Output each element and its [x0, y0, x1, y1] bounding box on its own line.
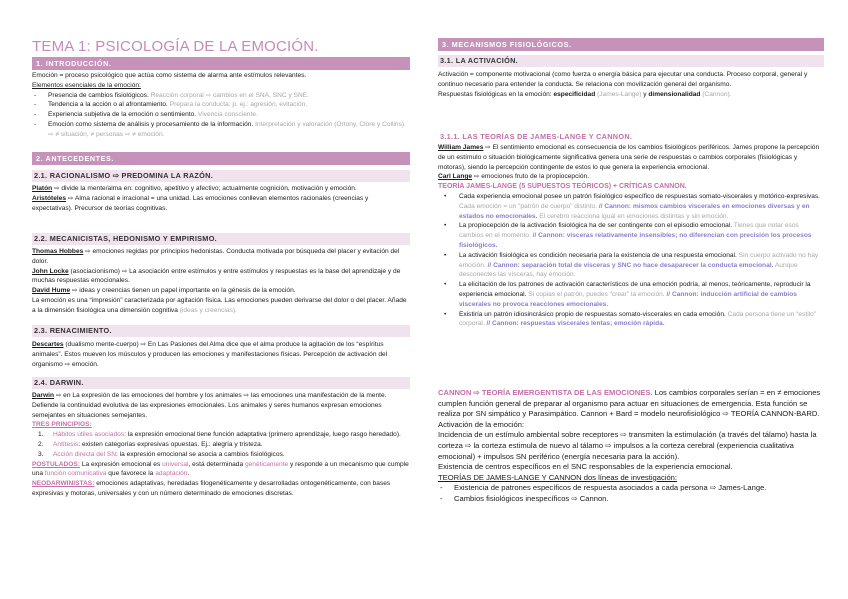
section-bar-introduccion: 1. INTRODUCCIÓN.	[32, 57, 410, 70]
darwin-block: Darwin ⇨ en La expresión de las emociones del hombre y los animales ⇨ las emociones una manifestación de la mente. Defiende la continuidad evolutiva de las expresiones emocionales. Los animales y seres humanos expresan emociones semejantes en situaciones semejantes. TRES PRINCIPIOS: 1. Hábitos útiles asociados: la expresión emocional tiene función adaptativa (primero aprendizaje, luego rasgo heredado). 2. Antítesis: existen categorías expresivas opuestas. Ej.: alegría y tristeza. 3. Acción directa del SN: la expresión emocional se asocia a cambios fisiológicos. POSTULADOS: La expresión emocional es universal, está determinada genéticamente y responde a un mecanismo que cumple una función comunicativa que favorece la adaptación. NEODARWINISTAS: emociones adaptativas, heredadas filogenéticamente y desarrolladas ontogenéticamente, con bases expresivas y motoras, universales y con un número determinado de emociones discretas.	[32, 392, 409, 497]
emotion-definition: Emoción = proceso psicológico que actúa como sistema de alarma ante estímulos relevantes.	[32, 72, 307, 79]
elements-label: Elementos esenciales de la emoción:	[32, 81, 141, 89]
subsection-renacimiento: 2.3. RENACIMIENTO.	[32, 325, 410, 337]
author-platon: Platón	[32, 185, 53, 192]
cannon-heading: CANNON ⇨ TEORÍA EMERGENTISTA DE LAS EMOCIONES.	[438, 388, 653, 397]
list-item: • La elicitación de los patrones de activación característicos de una emoción podría, al menos, teóricamente, reproducir la experiencia emocional. Si copias el patrón, puedes “crear” la emoción. // Cannon: inducción artificial de cambios viscerales no provoca reacciones emocionales.	[438, 280, 824, 309]
intro-block	[32, 71, 410, 140]
list-item: 1. Hábitos útiles asociados: la expresión emocional tiene función adaptativa (primero aprendizaje, luego rasgo heredado).	[38, 431, 401, 439]
author-darwin: Darwin	[32, 392, 54, 399]
subsection-activacion: 3.1. LA ACTIVACIÓN.	[438, 55, 824, 67]
subsection-darwin: 2.4. DARWIN.	[32, 377, 410, 389]
racionalismo-block: Platón ⇨ divide la mente/alma en: cognitivo, apetitivo y afectivo; actualmente cognición, motivación y emoción. Aristóteles ⇨ Alma racional e irracional = una unidad. Las emociones conllevan elementos racionales (creencias y expectativas). Precursor de teorías cognitivas.	[32, 185, 369, 212]
author-descartes: Descartes	[32, 341, 64, 348]
list-item: 3. Acción directa del SN: la expresión emocional se asocia a cambios fisiológicos.	[38, 450, 285, 458]
subsection-racionalismo: 2.1. RACIONALISMO ⇨ PREDOMINA LA RAZÓN.	[32, 170, 410, 182]
lines-heading: TEORÍAS DE JAMES-LANGE Y CANNON dos líneas de investigación:	[438, 472, 678, 482]
tres-principios-label: TRES PRINCIPIOS:	[32, 421, 92, 429]
activation-of-emotion-heading: Activación de la emoción:	[438, 419, 525, 429]
author-aristoteles: Aristóteles	[32, 194, 67, 202]
author-william-james: William James	[438, 144, 484, 151]
subsection-mecanicistas: 2.2. MECANICISTAS, HEDONISMO Y EMPIRISMO.	[32, 233, 410, 245]
page-title: TEMA 1: PSICOLOGÍA DE LA EMOCIÓN.	[32, 38, 319, 55]
subsection-james-lange-cannon: 3.1.1. LAS TEORÍAS DE JAMES-LANGE Y CANNON.	[440, 132, 633, 141]
lines-list	[438, 483, 824, 504]
cannon-block: CANNON ⇨ TEORÍA EMERGENTISTA DE LAS EMOCIONES. Los cambios corporales serían = en ≠ emociones cumplen función general de preparar al organismo para actuar en situaciones de emergencia. Esta función se realiza por SN simpático y Parasimpático. Cannon + Bard = modelo neurofisiológico ⇨ TEORÍA CANNON-BARD. Activación de la emoción: Incidencia de un estímulo ambiental sobre receptores ⇨ transmiten la estimulación (a través del tálamo) hasta la corteza ⇨ la corteza estimula de nuevo al tálamo ⇨ impulsos a la corteza cerebral (experiencia cualitativa emocional) + impulsos SN periférico (energía necesaria para la acción). Existencia de centros específicos en el SNC responsables de la experiencia emocional. TEORÍAS DE JAMES-LANGE Y CANNON dos líneas de investigación: - Existencia de patrones específicos de respuesta asociados a cada persona ⇨ James-Lange. - Cambios fisiológicos inespecíficos ⇨ Cannon.	[438, 388, 824, 505]
list-item: - Tendencia a la acción o al afrontamiento. Prepara la conducta; p. ej.: agresión, evitación.	[32, 100, 410, 110]
postulados-label: POSTULADOS:	[32, 460, 80, 468]
principles-list	[32, 430, 410, 459]
author-locke: John Locke	[32, 267, 69, 275]
renacimiento-block: Descartes (dualismo mente-cuerpo) ⇨ En Las Pasiones del Alma dice que el alma produce la agitación de los “espíritus animales”. Estos mueven los músculos y producen las emociones y manifestaciones físicas. Percepción de activación del organismo ⇨ emoción.	[32, 341, 388, 368]
section-bar-antecedentes: 2. ANTECEDENTES.	[32, 152, 410, 165]
author-carl-lange: Carl Lange	[438, 173, 473, 181]
list-item: • La propiocepción de la activación fisiológica ha de ser contingente con el episodio emocional. Tienes que notar esos cambios en el momento. // Cannon: vísceras relativamente insensibles; no diferencian con precisión los procesos fisiológicos.	[438, 221, 824, 250]
elements-list	[32, 91, 410, 140]
list-item: - Presencia de cambios fisiológicos. Reacción corporal ⇨ cambios en el SNA, SNC y SNE.	[32, 91, 410, 101]
author-hume: David Hume	[32, 287, 71, 295]
list-item: - Emoción como sistema de análisis y procesamiento de la información. Interpretación y valoración (Ortony, Clore y Collins). ⇨ ≠ situación, ≠ personas ⇨ ≠ emoción.	[32, 120, 410, 140]
james-lange-block: William James ⇨ El sentimiento emocional es consecuencia de los cambios fisiológicos periféricos. James propone la percepción de un estímulo o situación biológicamente significativa genera una serie de respuestas o cambios corporales (fisiológicas y motoras), siendo la percepción contingente de estos lo que genera la experiencia emocional. Carl Lange ⇨ emociones fruto de la propiocepción. TEORÍA JAMES-LANGE (5 SUPUESTOS TEÓRICOS) + CRÍTICAS CANNON. • Cada experiencia emocional posee un patrón fisiológico específico de respuestas somato-viscerales y motórico-expresivas. Cada emoción = un “patrón de cuerpo” distinto. // Cannon: mismos cambios viscerales en emociones diversas y en estados no emocionales. El cerebro reacciona igual en emociones distintas y sin emoción. • La propiocepción de la activación fisiológica ha de ser contingente con el episodio emocional. Tienes que notar esos cambios en el momento. // Cannon: vísceras relativamente insensibles; no diferencian con precisión los procesos fisiológicos. • La activación fisiológica es condición necesaria para la existencia de una respuesta emocional. Sin cuerpo activado no hay emoción. // Cannon: separación total de vísceras y SNC no hace desaparecer la conducta emocional. Aunque desconectes las vísceras, hay emoción. • La elicitación de los patrones de activación característicos de una emoción podría, al menos, teóricamente, reproducir la experiencia emocional. Si copias el patrón, puedes “crear” la emoción. // Cannon: inducción artificial de cambios viscerales no provoca reacciones emocionales. • Existiría un patrón idiosincrásico propio de respuestas somato-viscerales en cada emoción. Cada persona tiene un “estilo” corporal. // Cannon: respuestas viscerales lentas; emoción rápida.	[438, 143, 824, 329]
list-item: • Existiría un patrón idiosincrásico propio de respuestas somato-viscerales en cada emoción. Cada persona tiene un “estilo” corporal. // Cannon: respuestas viscerales lentas; emoción rápida.	[438, 310, 824, 330]
activation-definition: Activación = componente motivacional (como fuerza o energía básica para ejecutar una conducta. Proceso corporal, general y continuo necesario para entender la conducta. Se relaciona con movilización general del organismo.	[438, 71, 808, 88]
list-item: • Cada experiencia emocional posee un patrón fisiológico específico de respuestas somato-viscerales y motórico-expresivas. Cada emoción = un “patrón de cuerpo” distinto. // Cannon: mismos cambios viscerales en emociones diversas y en estados no emocionales. El cerebro reacciona igual en emociones distintas y sin emoción.	[438, 192, 824, 221]
mecanicistas-block: Thomas Hobbes ⇨ emociones regidas por principios hedonistas. Conducta motivada por búsqueda del placer y evitación del dolor. John Locke (asociacionismo) ⇨ La asociación entre estímulos y entre estímulos y respuestas es la base del aprendizaje y de muchas respuestas emocionales. David Hume ⇨ ideas y creencias tienen un papel importante en la génesis de la emoción. La emoción es una “impresión” caracterizada por agitación física. Las emociones pueden derivarse del dolor o del placer. Añade a la dimensión fisiológica una dimensión cognitiva (ideas y creencias).	[32, 248, 407, 314]
list-item: - Cambios fisiológicos inespecíficos ⇨ Cannon.	[438, 494, 824, 505]
activacion-block: Activación = componente motivacional (como fuerza o energía básica para ejecutar una conducta. Proceso corporal, general y continuo necesario para entender la conducta. Se relaciona con movilización general del organismo. Respuestas fisiológicas en la emoción: especificidad (James-Lange) y dimensionalidad (Cannon).	[438, 70, 824, 99]
neodarwinistas-label: NEODARWINISTAS:	[32, 480, 95, 488]
james-lange-list	[438, 192, 824, 329]
author-hobbes: Thomas Hobbes	[32, 248, 84, 255]
james-lange-heading: TEORÍA JAMES-LANGE (5 SUPUESTOS TEÓRICOS) + CRÍTICAS CANNON.	[438, 183, 687, 191]
section-bar-mecanismos: 3. MECANISMOS FISIOLÓGICOS.	[438, 38, 824, 51]
list-item: - Experiencia subjetiva de la emoción o sentimiento. Vivencia consciente.	[32, 110, 410, 120]
list-item: • La activación fisiológica es condición necesaria para la existencia de una respuesta emocional. Sin cuerpo activado no hay emoción. // Cannon: separación total de vísceras y SNC no hace desaparecer la conducta emocional. Aunque desconectes las vísceras, hay emoción.	[438, 251, 824, 280]
list-item: 2. Antítesis: existen categorías expresivas opuestas. Ej.: alegría y tristeza.	[38, 440, 263, 448]
list-item: - Existencia de patrones específicos de respuesta asociados a cada persona ⇨ James-Lange.	[438, 483, 824, 494]
